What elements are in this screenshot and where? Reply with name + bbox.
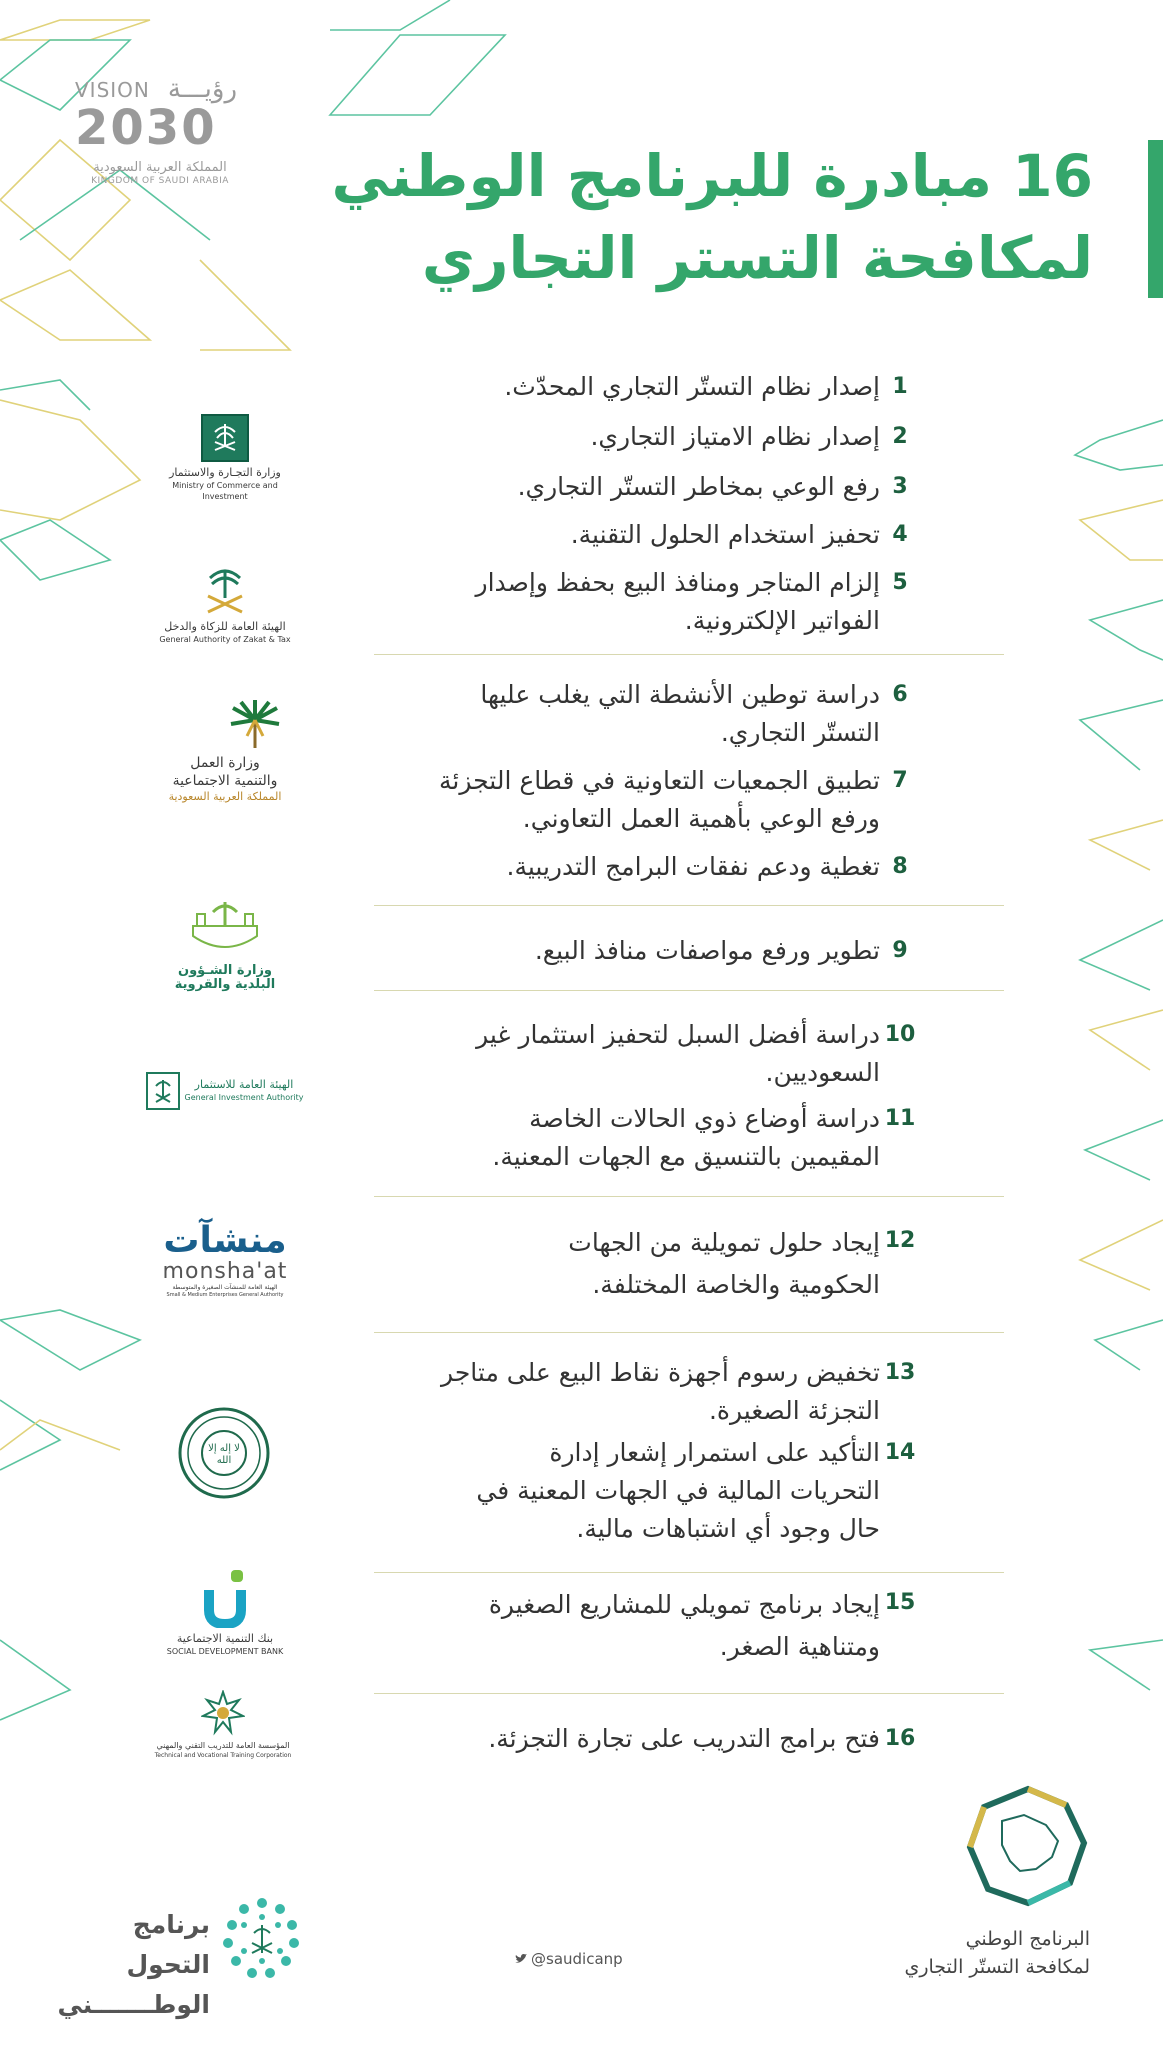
- item-text: دراسة أوضاع ذوي الحالات الخاصة المقيمين بالتنسيق مع الجهات المعنية.: [492, 1104, 880, 1171]
- palm-emblem-icon: [201, 414, 249, 462]
- ntp-emblem-icon: [222, 1895, 302, 1985]
- municipal-name-ar-1: وزارة الشـؤون: [177, 963, 273, 978]
- twitter-handle-text: @saudicanp: [531, 1950, 623, 1968]
- item-text: تخفيض رسوم أجهزة نقاط البيع على متاجر التجزئة الصغيرة.: [441, 1358, 880, 1425]
- labor-name-ar-3: المملكة العربية السعودية: [168, 790, 282, 803]
- item-number: 1: [892, 374, 908, 399]
- item-number: 15: [884, 1590, 916, 1615]
- investment-name-ar: الهيئة العامة للاستثمار: [194, 1078, 294, 1091]
- tvtc-name-en: Technical and Vocational Training Corporation: [154, 1752, 292, 1759]
- social-development-bank-logo: [150, 1570, 300, 1657]
- item-number: 14: [884, 1440, 916, 1465]
- zakat-authority-logo: [150, 562, 300, 645]
- item-number: 7: [892, 768, 908, 793]
- program-name-line-2: لمكافحة التستّر التجاري: [904, 1956, 1090, 1978]
- sdb-name-ar: بنك التنمية الاجتماعية: [176, 1632, 274, 1645]
- saudi-map-emblem-icon: [966, 1785, 1090, 1909]
- sama-text-ar: لا إله إلا الله: [208, 1443, 240, 1466]
- zakat-name-ar: الهيئة العامة للزكاة والدخل: [164, 620, 286, 633]
- item-text: تطوير ورفع مواصفات منافذ البيع.: [534, 936, 880, 965]
- title-accent-bar: [1148, 140, 1163, 298]
- commerce-name-en: Ministry of Commerce and Investment: [172, 481, 278, 501]
- commerce-ministry-logo: [150, 414, 300, 502]
- program-name-line-1: البرنامج الوطني: [965, 1928, 1090, 1950]
- item-text: إلزام المتاجر ومنافذ البيع بحفظ وإصدار الفواتير الإلكترونية.: [475, 568, 880, 635]
- item-text: إيجاد برنامج تمويلي للمشاريع الصغيرة ومتناهية الصغر.: [488, 1590, 880, 1661]
- zakat-name-en: General Authority of Zakat & Tax: [159, 635, 291, 644]
- title-line-2: لمكافحة التستر التجاري: [421, 224, 1093, 292]
- ntp-name: [57, 1905, 210, 2025]
- program-name: [880, 1925, 1090, 1981]
- ntp-name-line-1: برنامج التحول: [126, 1910, 210, 1979]
- investment-authority-logo: [146, 1072, 306, 1112]
- national-program-logo: [880, 1785, 1100, 1985]
- item-number: 16: [884, 1726, 916, 1751]
- initiative-item: [390, 1100, 920, 1176]
- municipal-name-ar-2: البلدية والقروية: [174, 977, 276, 992]
- page-title: [233, 135, 1093, 299]
- section-divider: [374, 990, 1004, 991]
- sdb-name-en: SOCIAL DEVELOPMENT BANK: [166, 1647, 284, 1656]
- labor-name-ar-2: والتنمية الاجتماعية: [172, 773, 278, 789]
- item-text: دراسة توطين الأنشطة التي يغلب عليها التستّر التجاري.: [480, 680, 880, 747]
- item-text: إيجاد حلول تمويلية من الجهات الحكومية والخاصة المختلفة.: [568, 1228, 880, 1299]
- section-divider: [374, 1572, 1004, 1573]
- item-number: 13: [884, 1360, 916, 1385]
- section-divider: [374, 1693, 1004, 1694]
- title-line-1: 16 مبادرة للبرنامج الوطني: [331, 142, 1093, 210]
- item-number: 4: [892, 522, 908, 547]
- initiative-item: [390, 516, 920, 554]
- item-number: 9: [892, 938, 908, 963]
- initiative-item: [390, 1354, 920, 1430]
- initiative-item: [390, 932, 920, 970]
- monshaat-logo: [160, 1222, 290, 1299]
- sama-logo: [176, 1405, 272, 1501]
- municipal-emblem-icon: [185, 896, 265, 960]
- initiative-item: [390, 418, 920, 456]
- monshaat-sub-en: Small & Medium Enterprises General Authority: [166, 1292, 284, 1298]
- initiative-item: [390, 1222, 920, 1306]
- twitter-handle[interactable]: [515, 1950, 623, 1968]
- item-number: 6: [892, 682, 908, 707]
- initiative-item: [390, 368, 920, 406]
- item-text: تحفيز استخدام الحلول التقنية.: [570, 520, 880, 549]
- twitter-icon: [515, 1954, 527, 1964]
- item-number: 10: [884, 1022, 916, 1047]
- item-number: 12: [884, 1228, 916, 1253]
- item-number: 8: [892, 854, 908, 879]
- monshaat-name-ar: منشآت: [163, 1220, 287, 1261]
- labor-name-ar-1: وزارة العمل: [190, 755, 260, 771]
- vision-country-en: KINGDOM OF SAUDI ARABIA: [91, 176, 229, 186]
- item-text: تغطية ودعم نفقات البرامج التدريبية.: [506, 852, 880, 881]
- initiative-item: [390, 762, 920, 838]
- tvtc-emblem-icon: [201, 1690, 245, 1736]
- initiative-item: [390, 564, 920, 640]
- palm-swords-icon: [200, 562, 250, 616]
- vision-label: VISION: [75, 78, 150, 102]
- ntp-logo: [57, 1895, 320, 2019]
- commerce-name-ar: وزارة التجـارة والاستثمار: [169, 466, 281, 479]
- initiative-item: [390, 1584, 920, 1668]
- vision-country-ar: المملكة العربية السعودية: [93, 160, 227, 175]
- initiative-item: [390, 1016, 920, 1092]
- municipal-ministry-logo: [170, 896, 280, 992]
- section-divider: [374, 905, 1004, 906]
- initiative-item: [390, 1434, 920, 1548]
- labor-ministry-logo: [150, 700, 300, 804]
- item-number: 2: [892, 424, 908, 449]
- item-number: 5: [892, 570, 908, 595]
- item-text: دراسة أفضل السبل لتحفيز استثمار غير السعوديين.: [476, 1020, 880, 1087]
- section-divider: [374, 1332, 1004, 1333]
- sdb-emblem-icon: [203, 1570, 247, 1628]
- initiative-item: [390, 1720, 920, 1758]
- item-text: إصدار نظام الامتياز التجاري.: [590, 422, 880, 451]
- monshaat-name-en: monsha'at: [162, 1259, 288, 1284]
- item-text: فتح برامج التدريب على تجارة التجزئة.: [488, 1724, 880, 1753]
- initiative-item: [390, 468, 920, 506]
- monshaat-sub-ar: الهيئة العامة للمنشآت الصغيرة والمتوسطة: [172, 1284, 278, 1291]
- vision-label-ar: رؤيـــة: [167, 74, 237, 104]
- investment-emblem-icon: [146, 1072, 180, 1110]
- item-text: رفع الوعي بمخاطر التستّر التجاري.: [517, 472, 880, 501]
- investment-name-en: General Investment Authority: [184, 1093, 304, 1102]
- section-divider: [374, 654, 1004, 655]
- initiative-item: [390, 676, 920, 752]
- item-number: 3: [892, 474, 908, 499]
- ntp-name-line-2: الوطـــــــني: [57, 1990, 210, 2019]
- tvtc-logo: [148, 1690, 298, 1760]
- item-text: إصدار نظام التستّر التجاري المحدّث.: [504, 372, 880, 401]
- palm-tree-icon: [227, 700, 283, 750]
- section-divider: [374, 1196, 1004, 1197]
- initiative-item: [390, 848, 920, 886]
- item-text: تطبيق الجمعيات التعاونية في قطاع التجزئة ورفع الوعي بأهمية العمل التعاوني.: [439, 766, 880, 833]
- tvtc-name-ar: المؤسسة العامة للتدريب التقني والمهني: [156, 1741, 290, 1750]
- item-number: 11: [884, 1106, 916, 1131]
- item-text: التأكيد على استمرار إشعار إدارة التحريات المالية في الجهات المعنية في حال وجود أي اشتباهات مالية.: [476, 1438, 880, 1543]
- vision-2030-logo: [75, 74, 245, 188]
- vision-year: 2030: [75, 100, 217, 156]
